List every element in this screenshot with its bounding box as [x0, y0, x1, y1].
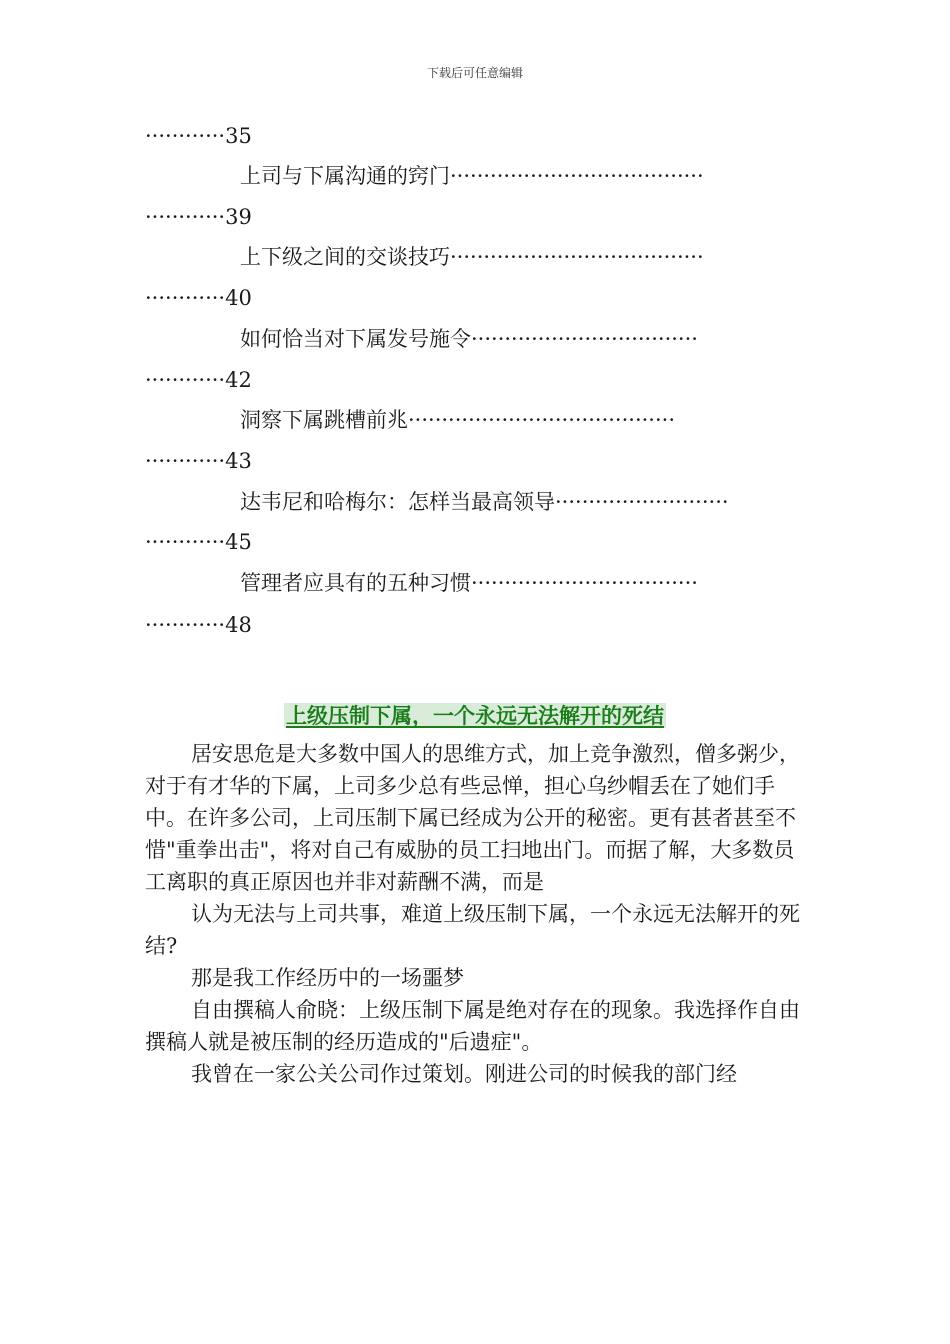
toc-page-number: ············43 — [145, 449, 252, 473]
toc-page-number: ············42 — [145, 368, 252, 392]
paragraph: 那是我工作经历中的一场噩梦 — [191, 966, 464, 990]
paragraph: 居安思危是大多数中国人的思维方式，加上竞争激烈，僧多粥少，对于有才华的下属，上司多少总有些忌惮，担心乌纱帽丢在了她们手中。在许多公司，上司压制下属已经成为公开的秘密。更有甚者甚至不惜"重拳出击"，将对自己有威胁的员工扫地出门。而据了解，大多数员工离职的真正原因也并非对薪酬不满，而是 — [145, 742, 800, 894]
toc-entry-title: 上下级之间的交谈技巧······································ — [240, 245, 704, 269]
article-body — [145, 738, 810, 1090]
paragraph: 认为无法与上司共事，难道上级压制下属，一个永远无法解开的死结? — [145, 902, 800, 958]
toc-entry-title: 洞察下属跳槽前兆········································ — [240, 408, 676, 432]
section-title-text: 上级压制下属，一个永远无法解开的死结 — [286, 703, 664, 728]
toc-page-number: ············48 — [145, 613, 252, 637]
toc-page-number: ············40 — [145, 286, 252, 310]
toc-page-number: ············35 — [145, 124, 252, 148]
toc-entry-title: 达韦尼和哈梅尔：怎样当最高领导·························· — [240, 490, 729, 514]
toc-entry-title: 如何恰当对下属发号施令·································· — [240, 327, 698, 351]
toc-entry-title: 管理者应具有的五种习惯·································· — [240, 571, 698, 595]
section-title — [0, 700, 950, 730]
toc-page-number: ············45 — [145, 530, 252, 554]
page-header: 下载后可任意编辑 — [426, 66, 523, 80]
toc-entry-title: 上司与下属沟通的窍门······································ — [240, 164, 704, 188]
paragraph: 我曾在一家公关公司作过策划。刚进公司的时候我的部门经 — [191, 1062, 737, 1086]
paragraph: 自由撰稿人俞晓：上级压制下属是绝对存在的现象。我选择作自由撰稿人就是被压制的经历造成的"后遗症"。 — [145, 998, 800, 1054]
toc-page-number: ············39 — [145, 205, 252, 229]
